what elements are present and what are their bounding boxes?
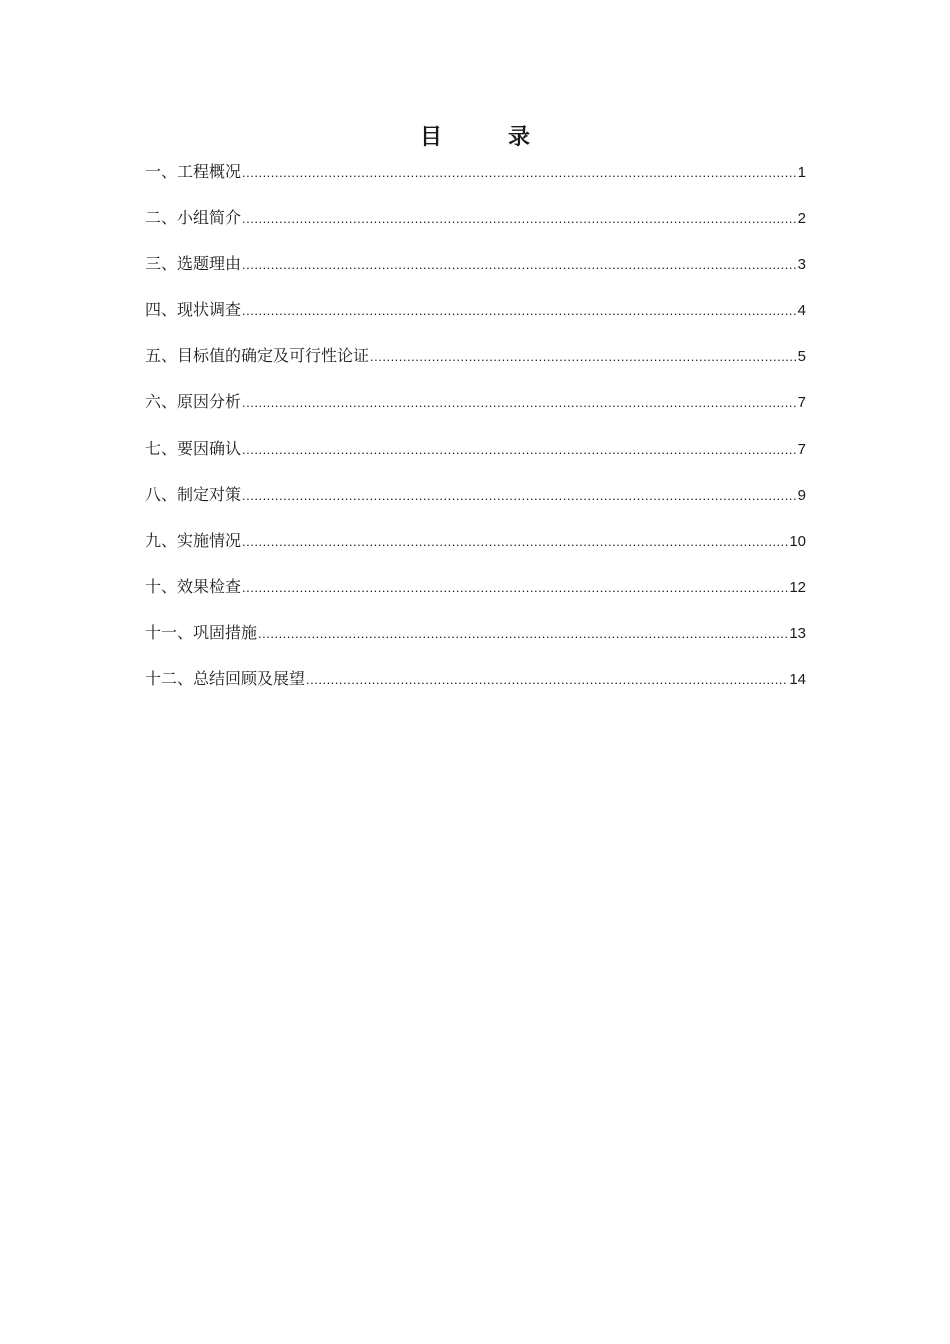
toc-entry-page: 10 bbox=[789, 532, 806, 550]
toc-dot-leader bbox=[242, 389, 797, 417]
toc-dot-leader bbox=[306, 666, 788, 694]
toc-list bbox=[145, 158, 806, 711]
toc-entry-page: 2 bbox=[797, 210, 806, 228]
toc-dot-leader bbox=[242, 159, 797, 187]
toc-entry-8[interactable] bbox=[145, 481, 806, 527]
toc-entry-label: 十、效果检查 bbox=[145, 576, 242, 596]
toc-entry-4[interactable] bbox=[145, 296, 806, 342]
toc-entry-page: 9 bbox=[797, 486, 806, 504]
toc-entry-page: 5 bbox=[797, 348, 806, 366]
toc-entry-7[interactable] bbox=[145, 435, 806, 481]
toc-entry-label: 五、目标值的确定及可行性论证 bbox=[145, 346, 370, 366]
toc-dot-leader bbox=[258, 620, 788, 648]
toc-entry-label: 六、原因分析 bbox=[145, 392, 242, 412]
toc-entry-page: 3 bbox=[797, 256, 806, 274]
toc-dot-leader bbox=[242, 205, 797, 233]
toc-entry-page: 7 bbox=[797, 440, 806, 458]
toc-entry-label: 八、制定对策 bbox=[145, 484, 242, 504]
toc-entry-page: 14 bbox=[789, 671, 806, 689]
toc-dot-leader bbox=[242, 436, 797, 464]
toc-entry-3[interactable] bbox=[145, 250, 806, 296]
toc-entry-label: 四、现状调查 bbox=[145, 300, 242, 320]
toc-entry-label: 九、实施情况 bbox=[145, 530, 242, 550]
toc-title-char-1: 目 bbox=[420, 124, 443, 150]
toc-entry-label: 十一、巩固措施 bbox=[145, 622, 258, 642]
toc-dot-leader bbox=[242, 574, 788, 602]
toc-entry-page: 13 bbox=[789, 624, 806, 642]
toc-entry-11[interactable] bbox=[145, 619, 806, 665]
toc-entry-page: 1 bbox=[797, 164, 806, 181]
toc-dot-leader bbox=[242, 251, 797, 279]
toc-entry-9[interactable] bbox=[145, 527, 806, 573]
toc-entry-2[interactable] bbox=[145, 204, 806, 250]
toc-entry-6[interactable] bbox=[145, 388, 806, 434]
toc-dot-leader bbox=[242, 482, 797, 510]
toc-entry-5[interactable] bbox=[145, 342, 806, 388]
toc-entry-page: 4 bbox=[797, 302, 806, 320]
toc-entry-label: 七、要因确认 bbox=[145, 438, 242, 458]
toc-title-char-2: 录 bbox=[508, 124, 531, 150]
toc-entry-1[interactable] bbox=[145, 158, 806, 204]
toc-entry-12[interactable] bbox=[145, 665, 806, 711]
toc-dot-leader bbox=[242, 297, 797, 325]
toc-entry-page: 7 bbox=[797, 394, 806, 412]
toc-entry-label: 一、工程概况 bbox=[145, 162, 242, 181]
toc-dot-leader bbox=[370, 343, 797, 371]
toc-entry-10[interactable] bbox=[145, 573, 806, 619]
toc-entry-page: 12 bbox=[789, 578, 806, 596]
toc-entry-label: 二、小组简介 bbox=[145, 208, 242, 228]
toc-entry-label: 三、选题理由 bbox=[145, 254, 242, 274]
toc-entry-label: 十二、总结回顾及展望 bbox=[145, 669, 306, 689]
toc-dot-leader bbox=[242, 528, 788, 556]
toc-title bbox=[0, 122, 950, 152]
